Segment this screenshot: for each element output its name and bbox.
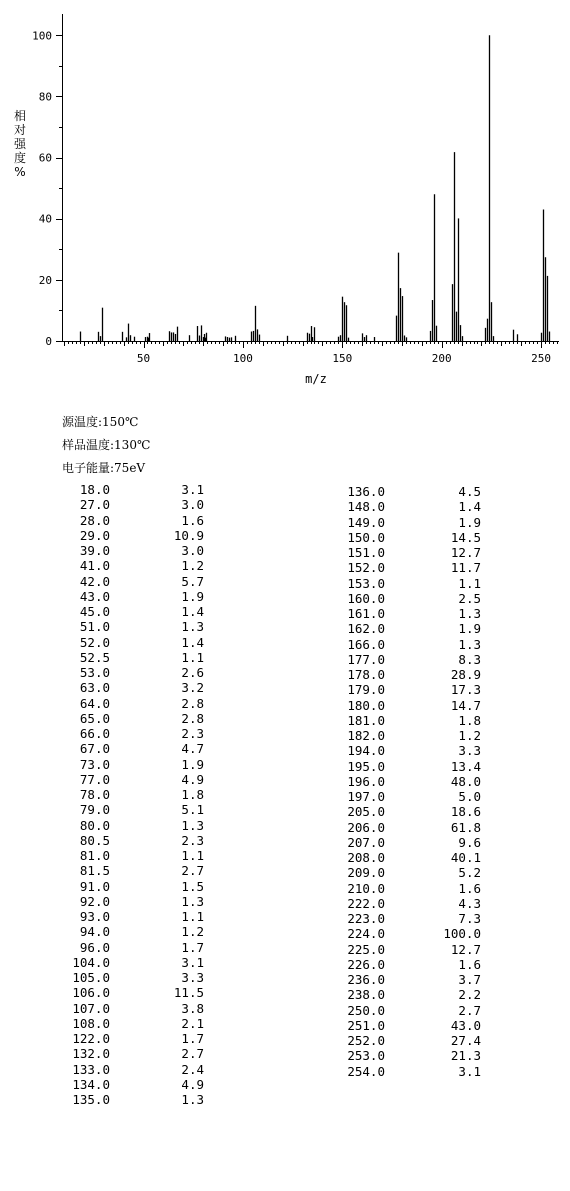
mz-value: 105.0 bbox=[72, 970, 110, 985]
table-row bbox=[330, 835, 481, 850]
table-row bbox=[330, 576, 481, 591]
peak-table-left bbox=[62, 482, 204, 1107]
mz-value: 161.0 bbox=[347, 606, 385, 621]
table-row bbox=[330, 1033, 481, 1048]
table-row bbox=[62, 543, 204, 558]
table-row bbox=[62, 1062, 204, 1077]
mass-spectrum-chart bbox=[0, 0, 570, 400]
intensity-value: 2.2 bbox=[458, 987, 481, 1003]
intensity-value: 2.6 bbox=[181, 665, 204, 680]
x-tick-label: 100 bbox=[232, 352, 253, 365]
intensity-value: 1.6 bbox=[458, 880, 481, 896]
mz-value: 77.0 bbox=[79, 771, 110, 787]
intensity-value: 3.8 bbox=[181, 1000, 204, 1016]
intensity-value: 1.7 bbox=[181, 1031, 204, 1046]
mz-value: 250.0 bbox=[347, 1002, 385, 1018]
y-axis-label-char: 相 bbox=[13, 109, 27, 123]
mz-value: 79.0 bbox=[79, 802, 110, 818]
table-row bbox=[62, 635, 204, 650]
mz-value: 223.0 bbox=[347, 911, 385, 926]
mz-value: 238.0 bbox=[347, 987, 385, 1003]
intensity-value: 14.7 bbox=[450, 697, 481, 713]
intensity-value: 4.7 bbox=[181, 741, 204, 757]
table-row bbox=[62, 1016, 204, 1031]
table-row bbox=[62, 619, 204, 634]
table-row bbox=[62, 970, 204, 985]
table-row bbox=[330, 713, 481, 728]
intensity-value: 4.5 bbox=[458, 484, 481, 499]
table-row bbox=[62, 528, 204, 543]
intensity-value: 1.2 bbox=[181, 558, 204, 574]
intensity-value: 21.3 bbox=[450, 1048, 481, 1064]
intensity-value: 2.7 bbox=[458, 1002, 481, 1018]
intensity-value: 1.2 bbox=[181, 924, 204, 940]
intensity-value: 1.3 bbox=[181, 817, 204, 833]
mz-value: 150.0 bbox=[347, 529, 385, 545]
table-row bbox=[330, 591, 481, 606]
mz-value: 94.0 bbox=[79, 924, 110, 940]
mz-value: 205.0 bbox=[347, 804, 385, 820]
mz-value: 149.0 bbox=[347, 514, 385, 530]
y-axis-label-char: 度 bbox=[13, 151, 27, 165]
mz-value: 207.0 bbox=[347, 834, 385, 850]
mz-value: 151.0 bbox=[347, 545, 385, 560]
intensity-value: 1.9 bbox=[458, 621, 481, 637]
table-row bbox=[330, 774, 481, 789]
intensity-value: 11.7 bbox=[450, 560, 481, 576]
intensity-value: 5.0 bbox=[458, 789, 481, 804]
intensity-value: 1.1 bbox=[181, 848, 204, 863]
table-row bbox=[62, 833, 204, 848]
intensity-value: 12.7 bbox=[450, 545, 481, 560]
intensity-value: 2.5 bbox=[458, 590, 481, 606]
mz-value: 93.0 bbox=[79, 909, 110, 924]
mz-value: 194.0 bbox=[347, 743, 385, 759]
mz-value: 73.0 bbox=[79, 756, 110, 772]
mz-value: 153.0 bbox=[347, 575, 385, 591]
mz-value: 209.0 bbox=[347, 865, 385, 881]
intensity-value: 61.8 bbox=[450, 819, 481, 835]
table-row bbox=[330, 637, 481, 652]
intensity-value: 1.1 bbox=[458, 575, 481, 591]
mz-value: 180.0 bbox=[347, 697, 385, 713]
y-tick-label: 20 bbox=[38, 273, 52, 287]
table-row bbox=[330, 545, 481, 560]
axis-ticks bbox=[32, 29, 557, 365]
table-row bbox=[330, 1064, 481, 1079]
intensity-value: 5.7 bbox=[181, 573, 204, 589]
table-row bbox=[330, 621, 481, 636]
mz-value: 43.0 bbox=[79, 588, 110, 604]
table-row bbox=[330, 484, 481, 499]
intensity-value: 1.6 bbox=[181, 512, 204, 528]
intensity-value: 2.7 bbox=[181, 863, 204, 879]
mz-value: 81.5 bbox=[79, 863, 110, 879]
intensity-value: 1.9 bbox=[458, 514, 481, 530]
table-row bbox=[62, 757, 204, 772]
table-row bbox=[62, 1077, 204, 1092]
intensity-value: 27.4 bbox=[450, 1033, 481, 1048]
mz-value: 91.0 bbox=[79, 878, 110, 894]
intensity-value: 1.3 bbox=[458, 606, 481, 621]
intensity-value: 1.7 bbox=[181, 939, 204, 955]
mz-value: 226.0 bbox=[347, 956, 385, 972]
intensity-value: 1.8 bbox=[458, 712, 481, 728]
table-row bbox=[62, 940, 204, 955]
intensity-value: 12.7 bbox=[450, 941, 481, 957]
intensity-value: 3.1 bbox=[181, 482, 204, 497]
intensity-value: 1.2 bbox=[458, 728, 481, 743]
mz-value: 39.0 bbox=[79, 543, 110, 558]
intensity-value: 4.9 bbox=[181, 1076, 204, 1092]
mz-value: 78.0 bbox=[79, 787, 110, 802]
table-row bbox=[330, 606, 481, 621]
intensity-value: 3.0 bbox=[181, 543, 204, 558]
mz-value: 29.0 bbox=[79, 527, 110, 543]
mz-value: 122.0 bbox=[72, 1031, 110, 1046]
intensity-value: 9.6 bbox=[458, 834, 481, 850]
intensity-value: 1.4 bbox=[181, 634, 204, 650]
mz-value: 18.0 bbox=[79, 482, 110, 497]
table-row bbox=[330, 1003, 481, 1018]
intensity-value: 1.4 bbox=[458, 499, 481, 515]
table-row bbox=[62, 696, 204, 711]
intensity-value: 1.5 bbox=[181, 878, 204, 894]
intensity-value: 2.1 bbox=[181, 1015, 204, 1031]
mz-value: 45.0 bbox=[79, 604, 110, 619]
table-row bbox=[62, 513, 204, 528]
table-row bbox=[62, 1031, 204, 1046]
table-row bbox=[330, 652, 481, 667]
intensity-value: 4.3 bbox=[458, 895, 481, 911]
table-row bbox=[62, 604, 204, 619]
mz-value: 64.0 bbox=[79, 695, 110, 711]
intensity-value: 2.4 bbox=[181, 1061, 204, 1077]
mz-value: 42.0 bbox=[79, 573, 110, 589]
table-row bbox=[62, 985, 204, 1000]
mz-value: 136.0 bbox=[347, 484, 385, 499]
intensity-value: 43.0 bbox=[450, 1017, 481, 1033]
intensity-value: 3.0 bbox=[181, 497, 204, 513]
table-row bbox=[62, 574, 204, 589]
y-axis-label-char: % bbox=[14, 165, 26, 179]
table-row bbox=[62, 802, 204, 817]
mz-value: 108.0 bbox=[72, 1015, 110, 1031]
table-row bbox=[62, 726, 204, 741]
mz-value: 197.0 bbox=[347, 789, 385, 804]
sample-temperature: 样品温度:130℃ bbox=[62, 438, 151, 452]
table-row bbox=[62, 665, 204, 680]
table-row bbox=[62, 848, 204, 863]
mz-value: 52.0 bbox=[79, 634, 110, 650]
spectrum-bars bbox=[81, 35, 550, 341]
mz-value: 148.0 bbox=[347, 499, 385, 515]
table-row bbox=[62, 909, 204, 924]
table-row bbox=[62, 650, 204, 665]
intensity-value: 1.6 bbox=[458, 956, 481, 972]
table-row bbox=[330, 881, 481, 896]
mz-value: 251.0 bbox=[347, 1017, 385, 1033]
intensity-value: 100.0 bbox=[443, 926, 481, 942]
mz-value: 27.0 bbox=[79, 497, 110, 513]
table-row bbox=[62, 589, 204, 604]
mz-value: 80.0 bbox=[79, 817, 110, 833]
intensity-value: 40.1 bbox=[450, 850, 481, 865]
mz-value: 80.5 bbox=[79, 832, 110, 848]
x-tick-label: 50 bbox=[136, 352, 151, 365]
intensity-value: 2.8 bbox=[181, 695, 204, 711]
table-row bbox=[330, 896, 481, 911]
intensity-value: 1.4 bbox=[181, 604, 204, 619]
mz-value: 195.0 bbox=[347, 758, 385, 774]
x-tick-label: 150 bbox=[332, 352, 353, 365]
intensity-value: 18.6 bbox=[450, 804, 481, 820]
y-axis-label-char: 强 bbox=[13, 137, 27, 151]
table-row bbox=[330, 972, 481, 987]
intensity-value: 13.4 bbox=[450, 758, 481, 774]
table-row bbox=[62, 1046, 204, 1061]
mz-value: 81.0 bbox=[79, 848, 110, 863]
table-row bbox=[330, 515, 481, 530]
intensity-value: 1.3 bbox=[181, 1092, 204, 1107]
mz-value: 208.0 bbox=[347, 850, 385, 865]
mz-value: 92.0 bbox=[79, 893, 110, 909]
table-row bbox=[330, 1018, 481, 1033]
table-row bbox=[62, 924, 204, 939]
table-row bbox=[330, 1048, 481, 1063]
intensity-value: 3.3 bbox=[181, 970, 204, 985]
mz-value: 206.0 bbox=[347, 819, 385, 835]
mz-value: 134.0 bbox=[72, 1076, 110, 1092]
intensity-value: 1.3 bbox=[458, 636, 481, 652]
mz-value: 196.0 bbox=[347, 773, 385, 789]
mz-value: 65.0 bbox=[79, 710, 110, 726]
table-row bbox=[330, 942, 481, 957]
mz-value: 63.0 bbox=[79, 680, 110, 696]
mz-value: 210.0 bbox=[347, 880, 385, 896]
intensity-value: 10.9 bbox=[173, 527, 204, 543]
table-row bbox=[330, 759, 481, 774]
mz-value: 224.0 bbox=[347, 926, 385, 942]
table-row bbox=[330, 530, 481, 545]
table-row bbox=[62, 894, 204, 909]
mz-value: 181.0 bbox=[347, 712, 385, 728]
y-axis-label bbox=[14, 108, 27, 179]
table-row bbox=[62, 1092, 204, 1107]
acquisition-parameters bbox=[62, 414, 150, 483]
table-row bbox=[62, 787, 204, 802]
y-tick-label: 80 bbox=[38, 90, 52, 104]
mz-value: 28.0 bbox=[79, 512, 110, 528]
table-row bbox=[62, 818, 204, 833]
table-row bbox=[330, 743, 481, 758]
intensity-value: 1.3 bbox=[181, 619, 204, 635]
intensity-value: 3.1 bbox=[181, 954, 204, 970]
mz-value: 66.0 bbox=[79, 726, 110, 741]
table-row bbox=[62, 497, 204, 512]
intensity-value: 3.7 bbox=[458, 972, 481, 987]
mz-value: 104.0 bbox=[72, 954, 110, 970]
y-tick-label: 60 bbox=[38, 151, 52, 165]
table-row bbox=[62, 955, 204, 970]
intensity-value: 28.9 bbox=[450, 667, 481, 682]
x-tick-label: 200 bbox=[431, 352, 452, 365]
table-row bbox=[330, 728, 481, 743]
mz-value: 182.0 bbox=[347, 728, 385, 743]
intensity-value: 14.5 bbox=[450, 529, 481, 545]
table-row bbox=[330, 499, 481, 514]
table-row bbox=[330, 850, 481, 865]
table-row bbox=[330, 682, 481, 697]
mz-value: 160.0 bbox=[347, 590, 385, 606]
table-row bbox=[62, 863, 204, 878]
intensity-value: 1.8 bbox=[181, 787, 204, 802]
intensity-value: 48.0 bbox=[450, 773, 481, 789]
intensity-value: 8.3 bbox=[458, 651, 481, 667]
intensity-value: 2.3 bbox=[181, 832, 204, 848]
mz-value: 254.0 bbox=[347, 1063, 385, 1079]
mz-value: 52.5 bbox=[79, 649, 110, 665]
mz-value: 96.0 bbox=[79, 939, 110, 955]
mz-value: 166.0 bbox=[347, 636, 385, 652]
table-row bbox=[330, 987, 481, 1002]
mz-value: 252.0 bbox=[347, 1033, 385, 1048]
mz-value: 132.0 bbox=[72, 1046, 110, 1062]
mz-value: 162.0 bbox=[347, 621, 385, 637]
intensity-value: 3.2 bbox=[181, 680, 204, 696]
intensity-value: 3.3 bbox=[458, 743, 481, 759]
table-row bbox=[62, 482, 204, 497]
mz-value: 225.0 bbox=[347, 941, 385, 957]
y-tick-label: 100 bbox=[32, 29, 52, 43]
peak-table-right bbox=[330, 484, 481, 1079]
mz-value: 133.0 bbox=[72, 1061, 110, 1077]
mz-value: 106.0 bbox=[72, 985, 110, 1001]
mz-value: 107.0 bbox=[72, 1000, 110, 1016]
mz-value: 135.0 bbox=[72, 1092, 110, 1107]
table-row bbox=[330, 865, 481, 880]
mz-value: 178.0 bbox=[347, 667, 385, 682]
table-row bbox=[330, 804, 481, 819]
mz-value: 67.0 bbox=[79, 741, 110, 757]
table-row bbox=[62, 558, 204, 573]
table-row bbox=[330, 926, 481, 941]
table-row bbox=[330, 820, 481, 835]
table-row bbox=[62, 741, 204, 756]
mz-value: 236.0 bbox=[347, 972, 385, 987]
intensity-value: 1.1 bbox=[181, 649, 204, 665]
y-tick-label: 40 bbox=[38, 212, 52, 226]
table-row bbox=[62, 1001, 204, 1016]
table-row bbox=[330, 698, 481, 713]
intensity-value: 1.1 bbox=[181, 909, 204, 924]
mz-value: 41.0 bbox=[79, 558, 110, 574]
table-row bbox=[330, 911, 481, 926]
mz-value: 179.0 bbox=[347, 682, 385, 698]
intensity-value: 2.7 bbox=[181, 1046, 204, 1062]
mz-value: 53.0 bbox=[79, 665, 110, 680]
intensity-value: 5.1 bbox=[181, 802, 204, 818]
table-row bbox=[62, 680, 204, 695]
intensity-value: 2.8 bbox=[181, 710, 204, 726]
table-row bbox=[330, 957, 481, 972]
intensity-value: 1.9 bbox=[181, 588, 204, 604]
table-row bbox=[62, 711, 204, 726]
electron-energy: 电子能量:75eV bbox=[62, 461, 146, 475]
intensity-value: 17.3 bbox=[450, 682, 481, 698]
x-axis-label: m/z bbox=[305, 372, 327, 386]
intensity-value: 11.5 bbox=[173, 985, 204, 1001]
table-row bbox=[62, 772, 204, 787]
mz-value: 51.0 bbox=[79, 619, 110, 635]
table-row bbox=[330, 789, 481, 804]
intensity-value: 3.1 bbox=[458, 1063, 481, 1079]
intensity-value: 7.3 bbox=[458, 911, 481, 926]
intensity-value: 2.3 bbox=[181, 726, 204, 741]
intensity-value: 1.3 bbox=[181, 893, 204, 909]
table-row bbox=[330, 667, 481, 682]
table-row bbox=[62, 879, 204, 894]
intensity-value: 1.9 bbox=[181, 756, 204, 772]
intensity-value: 5.2 bbox=[458, 865, 481, 881]
mz-value: 253.0 bbox=[347, 1048, 385, 1064]
source-temperature: 源温度:150℃ bbox=[62, 415, 139, 429]
table-row bbox=[330, 560, 481, 575]
y-tick-label: 0 bbox=[45, 335, 52, 348]
x-tick-label: 250 bbox=[531, 352, 552, 365]
intensity-value: 4.9 bbox=[181, 771, 204, 787]
y-axis-label-char: 对 bbox=[13, 123, 27, 137]
mz-value: 177.0 bbox=[347, 651, 385, 667]
mz-value: 222.0 bbox=[347, 895, 385, 911]
mz-value: 152.0 bbox=[347, 560, 385, 576]
